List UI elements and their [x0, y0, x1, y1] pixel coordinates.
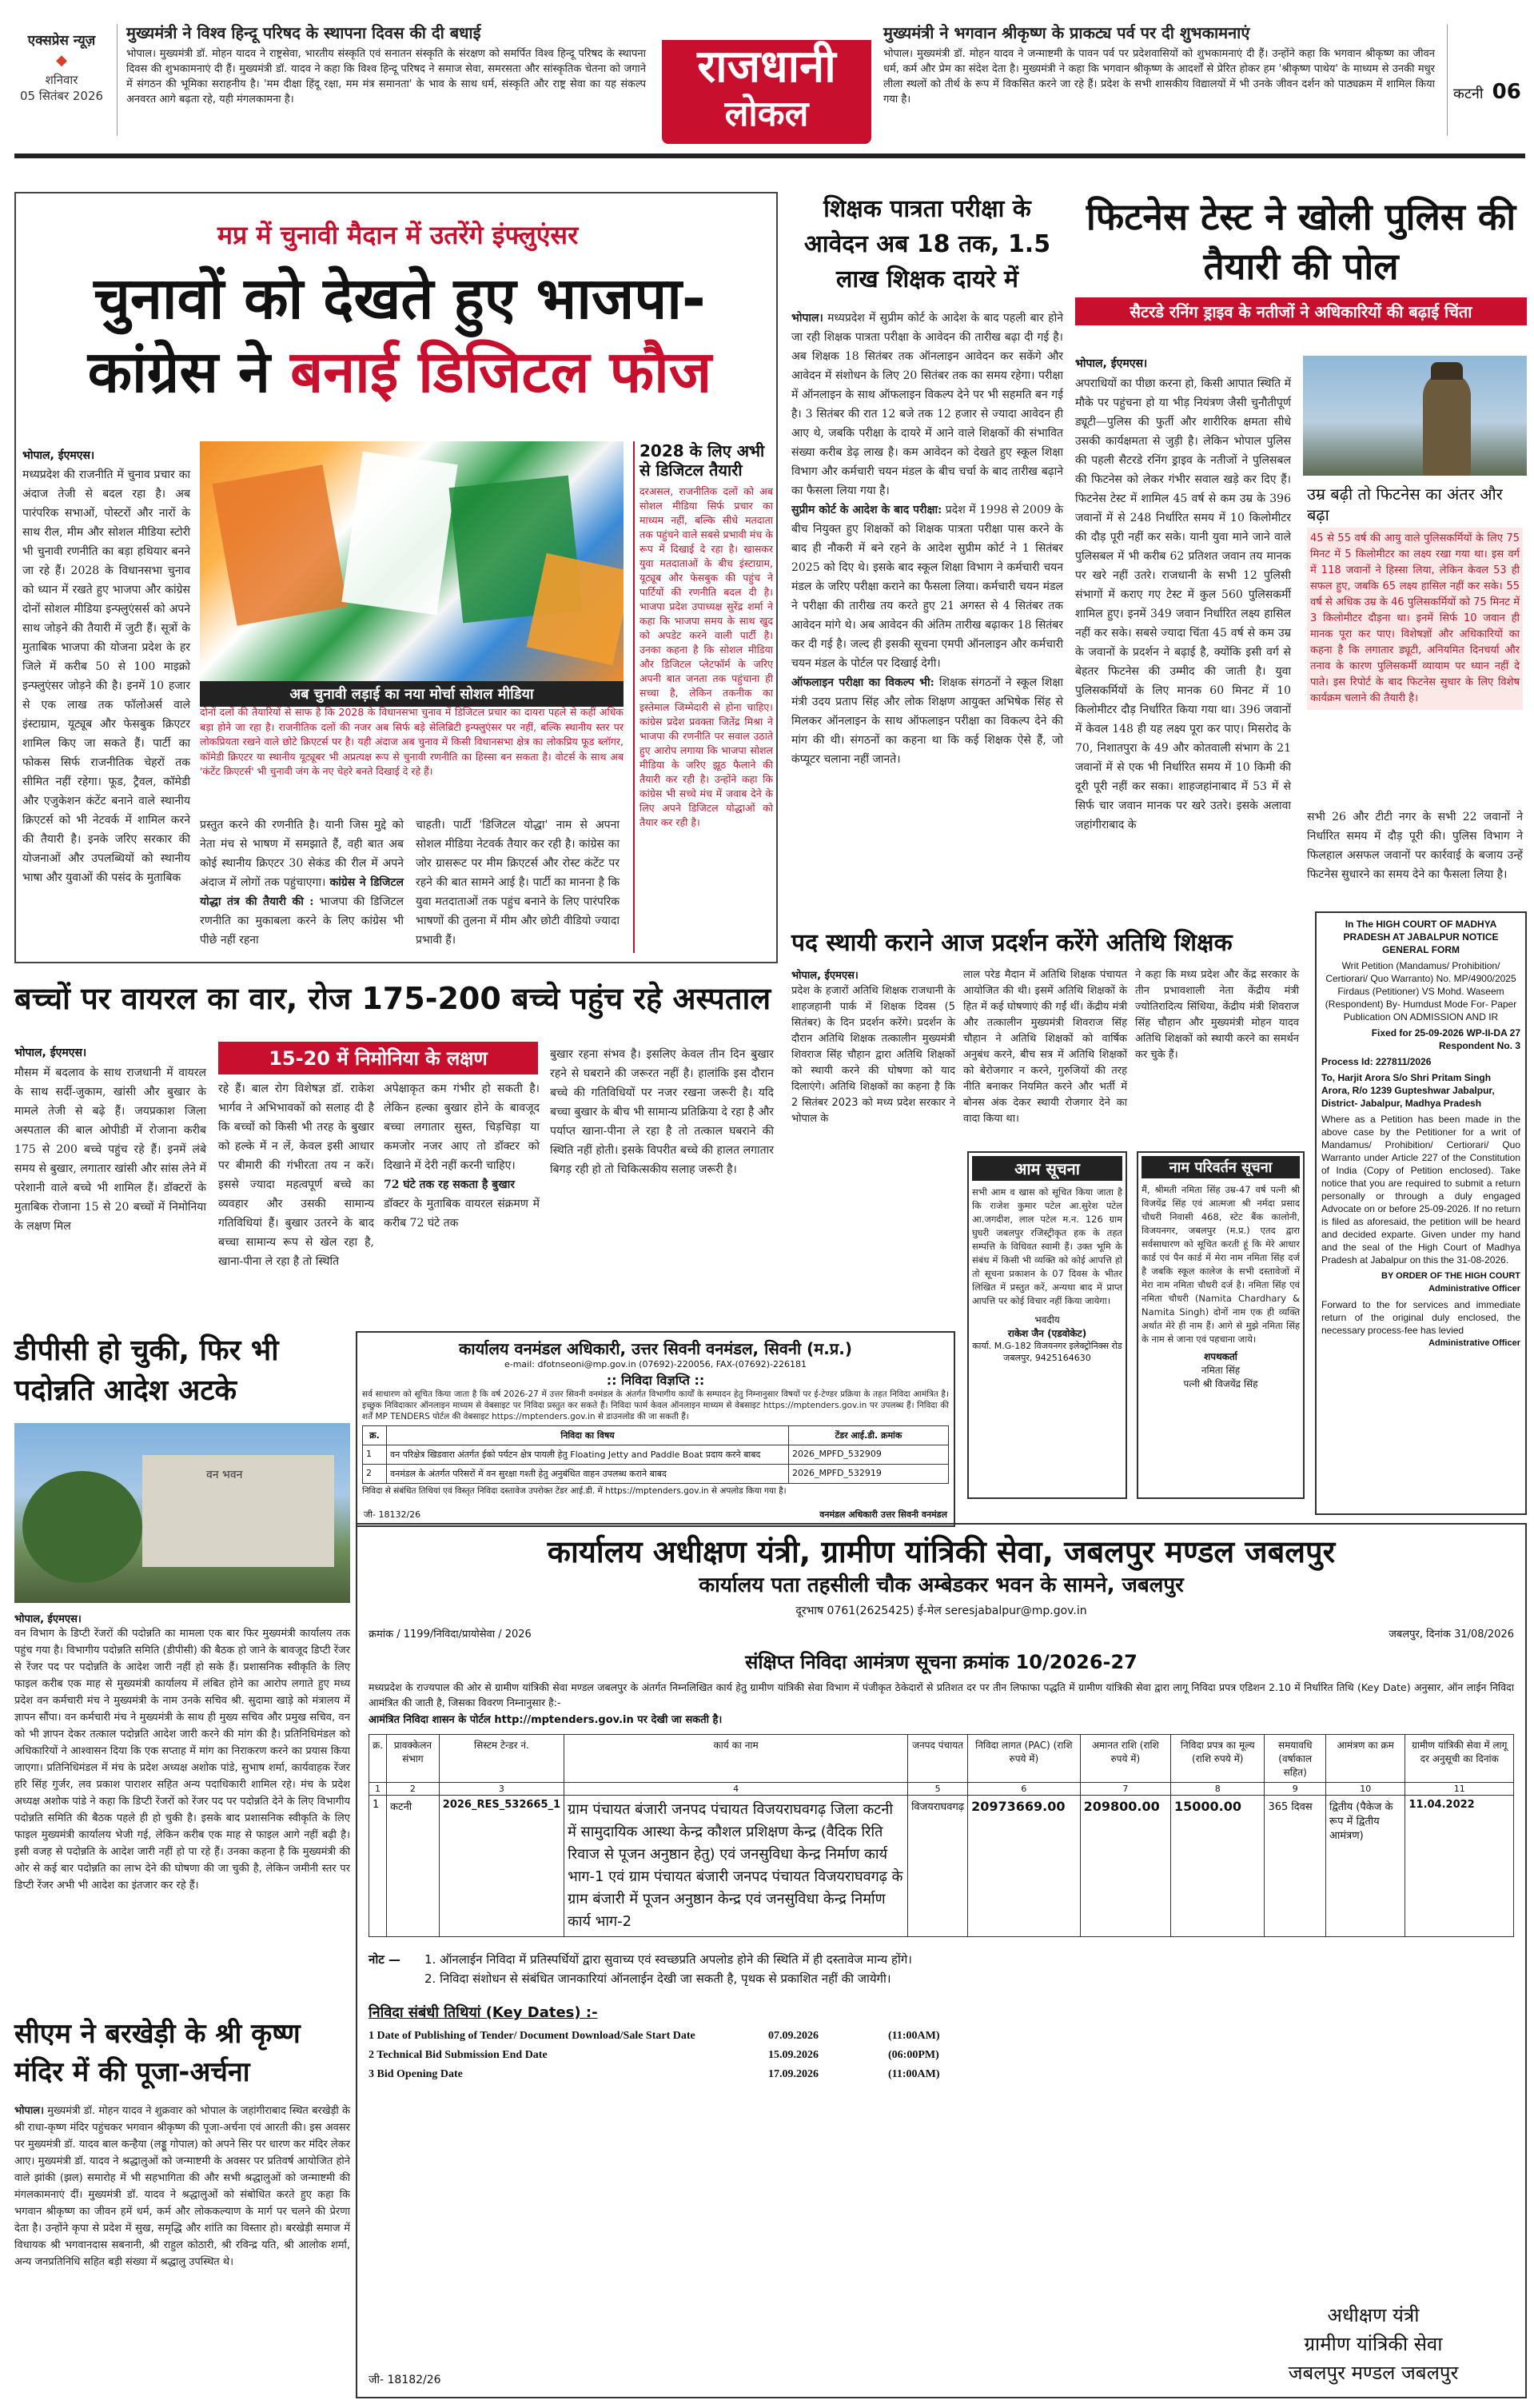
body-text: मुख्यमंत्री डॉ. मोहन यादव ने शुक्रवार को भोपाल के जहांगीराबाद स्थित बरखेड़ी के श्री राधा-कृष्ण मंदिर पहुंचकर भगवान श्रीकृष्ण की पूजा-अर्चना एवं आरती की। इस अवसर पर मुख्यमंत्री डॉ. यादव बाल कन्हैया (लड्डू गोपाल) को अपने सिर पर धारण कर मंदिर लेकर आए। मुख्यमंत्री डॉ. यादव ने श्रद्धालुओं को जन्माष्टमी के अवसर पर प्रतिवर्ष आयोजित होने वाले झांकी (झल) समारोह में भी सहभागिता की और सभी श्रद्धालुओं को जन्माष्टमी की मंगलकामनाएं दीं। मुख्यमंत्री डॉ. यादव ने श्रद्धालुओं को संबोधित करते हुए कहा कि भगवान श्रीकृष्ण का जीवन हमें धर्म, कर्म और लोककल्याण के मार्ग पर चलने की प्रेरणा देता है। उन्होंने कृपा से प्रदेश में सुख, समृद्धि और शांति का विस्तार हो। बरखेड़ी समाज में विधायक श्री भगवानदास सबनानी, श्री राहुल कोठारी, श्री रविन्द्र यति, श्री आलोक शर्मा, अन्य जनप्रतिनिधि सहित बड़ी संख्या में श्रद्धालु उपस्थित थे। — [14, 2105, 350, 2268]
court-footer: Forward to the for services and immediate return of the original duly enclosed, the necessary process-fee has levied — [1321, 1299, 1520, 1336]
header-cell: जनपद पंचायत — [908, 1735, 968, 1783]
name-change-notice — [1137, 1151, 1305, 1499]
cell-fee: 15000.00 — [1171, 1796, 1265, 1937]
key-date-row — [369, 2046, 1024, 2065]
header-cell: अमानत राशि (राशि रुपये में) — [1080, 1735, 1170, 1783]
note-item: 1. ऑनलाईन निविदा में प्रतिस्पर्धियों द्वारा सुवाच्य एवं स्वच्छप्रति अपलोड होने की स्थिति में ही दस्तावेज मान्य होंगे। — [424, 1952, 912, 1967]
cell-work-name: ग्राम पंचायत बंजारी जनपद पंचायत विजयराघवगढ़ जिला कटनी में सामुदायिक आस्था केन्द्र कौशल प्रशिक्षण केन्द्र (वैदिक रिति रिवाज से पूजन अनुष्ठान हेतु) एवं जनसुविधा केन्द्र निर्माण कार्य भाग-1 एवं ग्राम पंचायत बंजारी जनपद पंचायत विजयराघवगढ़ के ग्राम बंजारी में पूजन अनुष्ठान केन्द्र एवं जनसुविधा केन्द्र निर्माण कार्य भाग-2 — [564, 1796, 908, 1937]
notice-signer-address: कार्या. M.G-182 विजयनगर इलेक्ट्रोनिक्स रोड जबलपुर, 9425164630 — [972, 1341, 1122, 1363]
colnum-cell: 8 — [1171, 1783, 1265, 1796]
brand-name: एक्सप्रेस न्यूज़ — [27, 33, 96, 49]
header-cell: आमंत्रण का क्रम — [1325, 1735, 1405, 1783]
sidebar-headline: उम्र बढ़ी तो फिटनेस का अंतर और बढ़ा — [1307, 484, 1503, 524]
tender-subtitle: कार्यालय पता तहसीली चौक अम्बेडकर भवन के सामने, जबलपुर — [699, 1573, 1184, 1597]
title-line1: राजधानी — [697, 41, 836, 93]
story-dateline: भोपाल, ईएमएस। — [14, 1047, 87, 1059]
colnum-cell: 6 — [968, 1783, 1081, 1796]
sidebar-body: दरअसल, राजनीतिक दलों को अब सोशल मीडिया सिर्फ प्रचार का माध्यम नहीं, बल्कि सीधे मतदाता तक पहुंचने वाले सबसे प्रभावी मंच के रूप में दिखाई दे रहा है। खासकर युवा मतदाताओं के बीच इंस्टाग्राम, यूट्यूब और फेसबुक की पहुंच ने पार्टियों की रणनीति बदल दी है। भाजपा प्रदेश उपाध्यक्ष सुरेंद्र शर्मा ने कहा कि भाजपा समय के साथ खुद को अपडेट करने वाली पार्टी है। उनका कहना है कि सोशल मीडिया और डिजिटल प्लेटफॉर्म के जरिए अपनी बात जनता तक पहुंचाना ही सच्चा है, लेकिन तकनीक का इस्तेमाल जिम्मेदारी से होना चाहिए। कांग्रेस प्रदेश प्रवक्ता जितेंद्र मिश्रा ने भाजपा की रणनीति पर सवाल उठाते हुए आरोप लगाया कि भाजपा सोशल मीडिया के जरिए झूठ फैलाने की तैयारी कर रही है। उन्होंने कहा कि कांग्रेस भी सच्चे मंच में जवाब देने के लिए अपने डिजिटल योद्धाओं को तैयार कर रही है। — [639, 485, 773, 828]
col2-text: प्रस्तुत करने की रणनीति है। यानी जिस मुद्दे को नेता मंच से भाषण में समझाते हैं, वही बात अब कोई स्थानीय क्रिएटर 30 सेकंड की रील में अपने अंदाज में लोगों तक पहुंचाएगा। — [200, 819, 404, 889]
cell-emd: 209800.00 — [1080, 1796, 1170, 1937]
issue-date: 05 सितंबर 2026 — [19, 89, 104, 103]
notice-title: संक्षिप्त निविदा आमंत्रण सूचना क्रमांक 10/2026-27 — [745, 1651, 1138, 1673]
table-colnum-row — [369, 1783, 1514, 1796]
court-officer: Administrative Officer — [1428, 1284, 1520, 1294]
story-body-col2: सभी 26 और टीटी नगर के सभी 22 जवानों ने निर्धारित समय में दौड़ पूरी की। पुलिस विभाग ने फिलहाल असफल जवानों पर कार्रवाई के बजाय उन्हें फिटनेस सुधारने का समय देने का फैसला लिया है। — [1307, 811, 1523, 881]
key-dates-title: निविदा संबंधी तिथियां (Key Dates) :- — [369, 2004, 598, 2021]
story-body-col3: चाहती। पार्टी 'डिजिटल योद्धा' नाम से अपना सोशल मीडिया नेटवर्क तैयार कर रही है। कांग्रेस का जोर ग्रासरूट पर मीम क्रिएटर्स और रोस्ट कंटेंट पर रहने की बात सामने आई है। पार्टी का मानना है कि युवा मतदाताओं तक पहुंच बनाने के लिए पारंपरिक भाषणों की तुलना में मीम और छोटी वीडियो ज्यादा प्रभावी हैं। — [416, 819, 620, 947]
body-text: राजधानी के सभी 12 पुलिसी संभागों में कराए गए टेस्ट में कुल 560 पुलिसकर्मी शामिल हुए। इनमें 349 जवान निर्धारित लक्ष्य हासिल नहीं कर सके। सबसे ज्यादा चिंता 45 वर्ष से कम उम्र के जवानों के प्रदर्शन ने बढ़ाई है, क्योंकि इसी वर्ग से बेहतर फिटनेस की उम्मीद की जाती है। युवा पुलिसकर्मियों के लिए मानक 60 मिनट में 10 किलोमीटर दौड़ निर्धारित किया गया था। 396 जवानों में केवल 148 ही यह लक्ष्य पूरा कर पाए। मिसरोद के 70, निशातपुरा के 49 और कोतवाली संभाग के 21 जवानों में से एक भी निर्धारित समय में 10 किमी की दूरी पूरी नहीं कर सका। शाहजहांनाबाद में 53 में से सिर्फ चार जवान मानक पर खरे उतरे। इसके अलावा जहांगीराबाद के — [1075, 569, 1291, 831]
note-item: 2. निविदा संशोधन से संबंधित जानकारियां ऑनलाईन देखी जा सकती है, पृथक से प्रकाशित नहीं की जायेगी। — [424, 1971, 891, 1986]
headline-part-a: चुनावों को देखते हुए भाजपा- — [94, 265, 706, 332]
brief-headline: मुख्यमंत्री ने विश्व हिन्दू परिषद के स्थापना दिवस की दी बधाई — [126, 23, 481, 42]
date-time: (06:00PM) — [888, 2049, 939, 2061]
story-kicker: सैटरडे रनिंग ड्राइव के नतीजों ने अधिकारियों की बढ़ाई चिंता — [1075, 297, 1527, 325]
notice-title: नाम परिवर्तन सूचना — [1142, 1156, 1300, 1178]
story-body-col1: मध्यप्रदेश की राजनीति में चुनाव प्रचार का अंदाज तेजी से बदल रहा है। अब पारंपरिक सभाओं, पोस्टरों और नारों के साथ रील, मीम और सोशल मीडिया स्टोरी भी चुनावी रणनीति का बड़ा हथियार बनने जा रहे हैं। 2028 के विधानसभा चुनाव को ध्यान में रखते हुए भाजपा और कांग्रेस दोनों सोशल मीडिया इन्फ्लुएंसर्स को अपने साथ जोड़ने की तैयारी में जुटी हैं। सूत्रों के मुताबिक भाजपा की योजना प्रदेश के हर जिले में करीब 50 से 100 माइक्रो इन्फ्लुएंसर जोड़ने की है। इनमें 10 हजार से एक लाख तक फॉलोअर्स वाले इंस्टाग्राम, यूट्यूब और फेसबुक क्रिएटर शामिल किए जा सकते हैं। पार्टी का फोकस सिर्फ राजनीतिक चेहरों तक सीमित नहीं रहेगा। फूड, ट्रैवल, कॉमेडी और एजुकेशन कंटेंट बनाने वाले स्थानीय क्रिएटर्स को भी नेटवर्क में शामिल करने की तैयारी है। इनके जरिए सरकार की योजनाओं और उपलब्धियों को स्थानीय भाषा और युवाओं की पसंद के मुताबिक — [22, 468, 190, 884]
story-body-col2 — [200, 815, 404, 950]
photo-caption: अब चुनावी लड़ाई का नया मोर्चा सोशल मीडिया — [200, 681, 624, 707]
colnum-cell: 10 — [1325, 1783, 1405, 1796]
headline-part-b: कांग्रेस ने — [87, 338, 291, 405]
notice-signer-name: राकेश जैन (एडवोकेट) — [1007, 1328, 1087, 1339]
headline-part-c: बनाई डिजिटल फौज — [290, 338, 712, 405]
building-sign: वन भवन — [206, 1469, 243, 1481]
tender-sign: वनमंडल अधिकारी उत्तर सिवनी वनमंडल — [819, 1509, 947, 1520]
story-dateline: भोपाल, ईएमएस। — [1075, 357, 1148, 370]
header-cell: प्रावक्केलन संभाग — [387, 1735, 440, 1783]
city-name: कटनी — [1453, 86, 1484, 102]
tender-contact: दूरभाष 0761(2625425) ई-मेल seresjabalpur@mp.gov.in — [795, 1605, 1087, 1617]
key-dates-list — [369, 2027, 1024, 2084]
court-footer-sign: Administrative Officer — [1428, 1338, 1520, 1348]
note-label: नोट — — [369, 1952, 400, 1967]
story-digital-army — [14, 192, 778, 963]
row-no: 1 — [363, 1445, 387, 1465]
table-header-row — [369, 1735, 1514, 1783]
story-body-col4: बुखार रहना संभव है। इसलिए केवल तीन दिन बुखार रहने से घबराने की जरूरत नहीं है। हालांकि इस दौरान बच्चे की गतिविधियों पर नजर रखना जरूरी है। यदि बच्चा बुखार के बीच भी सामान्य प्रतिक्रिया दे रहा है और पर्याप्त खाना-पीना ले रहा है तो तत्काल घबराने की स्थिति नहीं होती। इसके विपरीत बच्चे की हालत लगातार बिगड़ रही हो तो चिकित्सकीय सलाह जरूरी है। — [550, 1048, 774, 1176]
page-meta — [1453, 80, 1529, 104]
story-headline: डीपीसी हो चुकी, फिर भी पदोन्नति आदेश अटके — [14, 1334, 279, 1407]
header-cell: क्र. — [363, 1426, 387, 1445]
tender-table — [369, 1734, 1514, 1937]
brand-box — [14, 30, 109, 126]
tender-table — [362, 1425, 949, 1484]
story-headline: पद स्थायी कराने आज प्रदर्शन करेंगे अतिथि शिक्षक — [791, 929, 1233, 957]
brief-body: भोपाल। मुख्यमंत्री डॉ. मोहन यादव ने राष्ट्रसेवा, भारतीय संस्कृति एवं सनातन संस्कृति के संरक्षण को समर्पित विश्व हिन्दू परिषद के स्थापना दिवस की शुभकामनाएं दी हैं। मुख्यमंत्री डॉ. यादव ने कहा कि विश्व हिन्दू परिषद ने समाज सेवा, समरसता और सांस्कृतिक चेतना को जगाने में संगठन की भूमिका सराहनीय है। 'मम दीक्षा हिंदू रक्षा, मम मंत्र समानता' के भाव के साथ धर्म, संस्कृति और राष्ट्र सेवा का यह संकल्प अनवरत आगे बढ़ता रहे, यही मंगलकामना है। — [126, 48, 646, 106]
cell-division: कटनी — [387, 1796, 440, 1937]
body-text: अपराधियों का पीछा करना हो, किसी आपात स्थिति में मौके पर पहुंचना हो या भीड़ नियंत्रण जैसी चुनौतीपूर्ण ड्यूटी—पुलिस की फुर्ती और शारीरिक क्षमता सीधे उसकी कार्यक्षमता से जुड़ी है। लेकिन भोपाल पुलिस की पहली सैटरडे रनिंग ड्राइव के नतीजों ने पुलिसबल की फिटनेस को लेकर गंभीर सवाल खड़े कर दिए हैं। फिटनेस टेस्ट में शामिल 45 वर्ष से कम उम्र के 396 जवानों में से 248 निर्धारित समय में 10 किलोमीटर की दौड़ पूरी नहीं कर सके। यानी युवा माने जाने वाले पुलिसबल में भी करीब 62 प्रतिशत जवान तय मानक पर खरे नहीं उतरे। — [1075, 377, 1291, 582]
tender-title: :: निविदा विज्ञप्ति :: — [606, 1373, 705, 1388]
story-body — [14, 2103, 350, 2270]
story-dateline: भोपाल। — [791, 312, 823, 325]
story-dateline: भोपाल, ईएमएस। — [791, 970, 859, 982]
notice-intro: मध्यप्रदेश के राज्यपाल की ओर से ग्रामीण यांत्रिकी सेवा मण्डल जबलपुर के अंतर्गत निम्नलिखित कार्य हेतु ग्रामीण यांत्रिकी सेवा विभाग में पंजीकृत ठेकेदारों से प्रतिशत दर पर तीन लिफाफा पद्धति में ग्रामीण यांत्रिकी सेवा द्वारा लागू निविदा प्रपत्र एडिशन 2.10 में निर्धारित तिथि (Key Date) अनुसार, ऑन लाईन निविदा आमंत्रित की जाती है, जिसका विवरण निम्नानुसार है:- — [369, 1681, 1514, 1708]
story-body: वन विभाग के डिप्टी रेंजरों की पदोन्नति का मामला एक बार फिर मुख्यमंत्री कार्यालय तक पहुंच गया है। विभागीय पदोन्नति समिति (डीपीसी) की बैठक हो जाने के बावजूद डिप्टी रेंजर से रेंजर पद पर पदोन्नति के आदेश जारी नहीं हो सके हैं। प्रशासनिक स्वीकृति के लिए फाइल करीब एक माह से मुख्यमंत्री कार्यालय में लंबित होने का आरोप लगाते हुए मध्य प्रदेश वन कर्मचारी मंच ने मुख्यमंत्री के नाम उनके सचिव श्री. सुदामा खाड़े को मंत्रालय में ज्ञापन सौंपा। वन कर्मचारी मंच ने मुख्यमंत्री के साथ ही मुख्य सचिव और प्रमुख सचिव, वन को भी ज्ञापन देकर तत्काल पदोन्नति आदेश जारी करने की मांग की है। प्रतिनिधिमंडल को अधिकारियों ने आश्वासन दिया कि एक सप्ताह में मांग का निराकरण करने का प्रयास किया जाएगा। प्रतिनिधिमंडल में मंच के प्रदेश अध्यक्ष अशोक पांडे, सुभाष शर्मा, कार्यवाहक रेंजर हरि सिंह गुर्जर, लव प्रकाश पाराशर सहित अन्य पदाधिकारी शामिल रहे। मंच के प्रदेश अध्यक्ष अशोक पांडे ने कहा कि डिप्टी रेंजरों को रेंजर पद पर पदोन्नति देने के लिए विभागीय पदोन्नति समिति की बैठक पहले ही हो चुकी है। इसके बाद प्रशासनिक स्वीकृति के लिए फाइल मुख्यमंत्री कार्यालय भेजी गई, लेकिन करीब एक माह से फाइल आगे नहीं बढ़ी है। इसी वजह से पदोन्नति के आदेश जारी नहीं हो पा रहे हैं। उनका कहना है कि मुख्यमंत्री की ओर से कई बार पदोन्नति का लाभ देने की घोषणा की जा चुकी है, लेकिन जमीनी स्तर पर डिप्टी रेंजर अभी भी आदेश का इंतजार कर रहे हैं। — [14, 1628, 350, 1892]
date-label: 3 Bid Opening Date — [369, 2068, 463, 2080]
court-header: In The HIGH COURT OF MADHYA PRADESH AT JABALPUR NOTICE GENERAL FORM — [1343, 919, 1499, 955]
story-guest-teachers — [791, 927, 1303, 1143]
court-body: Where as a Petition has been made in the above case by the Petitioner for a writ of Mandamus/ Prohibition/ Certiorari/ Quo Warranto under Article 227 of the Constitution of India (Copy of Petition enclosed). Take notice that you are required to submit a return personally or through a duly engaged Advocate on or before 25-09-2026. If no return is filed as aforesaid, the petition will be heard and decided exparte. Given under my hand and the seal of the High Court of Madhya Pradesh at Jabalpur on this the 31-08-2026. — [1321, 1114, 1520, 1266]
court-process: Process Id: 227811/2026 — [1321, 1056, 1432, 1067]
row-id: 2026_MPFD_532919 — [789, 1465, 949, 1484]
divider — [117, 24, 118, 136]
date-label: 2 Technical Bid Submission End Date — [369, 2049, 548, 2061]
forest-office-photo — [14, 1423, 350, 1603]
notice-title: आम सूचना — [972, 1156, 1122, 1181]
story-body-col1 — [1075, 374, 1291, 835]
story-headline: सीएम ने बरखेड़ी के श्री कृष्ण मंदिर में की पूजा-अर्चना — [14, 2018, 301, 2088]
cell-pac: 20973669.00 — [968, 1796, 1081, 1937]
note-list — [424, 1950, 912, 1988]
sidebar-body: 45 से 55 वर्ष की आयु वाले पुलिसकर्मियों के लिए 75 मिनट में 5 किलोमीटर का लक्ष्य रखा गया था। इस वर्ग में 118 जवानों ने हिस्सा लिया, लेकिन केवल 53 ही सफल हुए, जबकि 65 लक्ष्य हासिल नहीं कर सके। 55 वर्ष से अधिक उम्र के 46 पुलिसकर्मियों को 75 मिनट में 3 किलोमीटर दौड़ना था। इनमें सिर्फ 10 जवान ही मानक पूरा कर पाए। विशेषज्ञों और अधिकारियों का कहना है कि लगातार ड्यूटी, अनियमित दिनचर्या और तनाव के कारण पुलिसकर्मी व्यायाम पर ध्यान नहीं दे पाते। इस रिपोर्ट के बाद फिटनेस सुधार के लिए विशेष कार्यक्रम चलाने की तैयारी है। — [1310, 532, 1520, 704]
table-row — [369, 1796, 1514, 1937]
cell-no: 1 — [369, 1796, 387, 1937]
rural-tender-ad — [356, 1523, 1527, 2398]
tender-signatory — [1245, 2301, 1501, 2387]
subhead: सुप्रीम कोर्ट के आदेश के बाद परीक्षा: — [791, 504, 942, 516]
colnum-cell: 1 — [369, 1783, 387, 1796]
masthead-left-brief — [126, 22, 646, 107]
public-notice — [967, 1151, 1127, 1499]
header-cell: सिस्टम टेन्डर नं. — [439, 1735, 564, 1783]
tender-email: e-mail: dfotnseoni@mp.gov.in (07692)-220056, FAX-(07692)-226181 — [504, 1359, 807, 1369]
header-cell: ग्रामीण यांत्रिकी सेवा में लागू दर अनुसूची का दिनांक — [1405, 1735, 1514, 1783]
story-headline — [40, 261, 759, 409]
sign-line: ग्रामीण यांत्रिकी सेवा — [1304, 2333, 1443, 2355]
story-headline: शिक्षक पात्रता परीक्षा के आवेदन अब 18 तक, 1.5 लाख शिक्षक दायरे में — [803, 195, 1051, 293]
notice-portal: आमंत्रित निविदा शासन के पोर्टल http://mptenders.gov.in पर देखी जा सकती है। — [369, 1714, 723, 1726]
brand-ornament-icon: ◆ — [56, 52, 67, 69]
cell-call: द्वितीय (पैकेज के रूप में द्वितीय आमंत्रण) — [1325, 1796, 1405, 1937]
story-police-fitness — [1075, 192, 1527, 895]
high-court-notice — [1315, 911, 1527, 1515]
notice-body: सभी आम व खास को सूचित किया जाता है कि राजेश कुमार पटेल आ.सुरेश पटेल आ.जगदीश, लाल पटेल म.न. 126 ग्राम घुघरी जबलपुर रजिस्ट्रीकृत हक के तहत सम्पत्ति के विधिवत स्वामी हैं। उक्त भूमि के संबंध में किसी भी व्यक्ति को कोई आपत्ति हो तो सूचना प्रकाशन के 07 दिवस के भीतर लिखित में प्रस्तुत करें, अन्यथा बाद में प्राप्त आपत्ति पर कोई विचार नहीं किया जायेगा। — [972, 1186, 1122, 1306]
header-cell: समयावधि (वर्षाकाल सहित) — [1265, 1735, 1326, 1783]
cell-rate-date: 11.04.2022 — [1405, 1796, 1514, 1937]
key-date-row — [369, 2065, 1024, 2084]
header-cell: निविदा लागत (PAC) (राशि रुपये में) — [968, 1735, 1081, 1783]
row-no: 2 — [363, 1465, 387, 1484]
key-date-row — [369, 2027, 1024, 2046]
date-label: 1 Date of Publishing of Tender/ Document Download/Sale Start Date — [369, 2030, 695, 2042]
header-cell: क्र. — [369, 1735, 387, 1783]
colnum-cell: 7 — [1080, 1783, 1170, 1796]
court-writ: Writ Petition (Mandamus/ Prohibition/ Certiorari/ Quo Warranto) No. MP/4900/2025 Firdaus (Petitioner) VS Mohd. Waseem (Respondent) By- Humdust Mode For- Paper Publication ON ADMISSION AND IR — [1325, 960, 1517, 1023]
colnum-cell: 5 — [908, 1783, 968, 1796]
table-header-row — [363, 1426, 949, 1445]
colnum-cell: 2 — [387, 1783, 440, 1796]
story-body-col3: ने कहा कि मध्य प्रदेश और केंद्र सरकार के तीन प्रभावशाली नेता केंद्रीय मंत्री ज्योतिरादित्य सिंधिया, केंद्रीय मंत्री शिवराज सिंह चौहान और मुख्यमंत्री मोहन यादव अतिथि शिक्षकों को स्थायी करने का समर्थन कर चुके हैं। — [1135, 969, 1299, 1061]
story-body-col1: प्रदेश के हजारों अतिथि शिक्षक राजधानी के शाहजहानी पार्क में शिक्षक दिवस (5 सितंबर) के दिन प्रदर्शन करेंगे। प्रदर्शन के दौरान अतिथि शिक्षक तत्कालीन मुख्यमंत्री शिवराज सिंह चौहान द्वारा अतिथि शिक्षकों को स्थायी करने की घोषणा को याद दिलाएंगे। अतिथि शिक्षकों का कहना है कि 2 सितंबर 2023 को मध्य प्रदेश सरकार ने भोपाल के — [791, 985, 955, 1125]
date-value: 15.09.2026 — [768, 2049, 819, 2061]
date-time: (11:00AM) — [888, 2030, 940, 2042]
police-officer-photo — [1303, 356, 1527, 476]
masthead — [0, 0, 1534, 164]
story-body-col3 — [384, 1079, 540, 1233]
notice-body: मैं, श्रीमती नमिता सिंह उम्र-47 वर्ष पत्नी श्री विजयेंद्र सिंह एवं आत्मजा श्री नर्मदा प्रसाद चौधरी निवासी 468, स्टेट बैंक कालोनी, विजयनगर, जबलपुर (म.प्र.) एतद द्वारा सर्वसाधारण को सूचित करती हूं कि मेरे आधार कार्ड एवं पैन कार्ड में मेरा नाम नमिता सिंह दर्ज है जबकि स्कूल कालेज के सभी दस्तावेजों में मेरा नाम नमिता चौधरी दर्ज है। नमिता सिंह एवं नमिता चौधरी (Namita Chardhary & Namita Singh) दोनों नाम एक ही व्यक्ति अर्थात मेरे ही नाम हैं। आगे से मुझे नमिता सिंह के नाम से जाना एवं पहचाना जाये। — [1142, 1184, 1300, 1345]
story-body-col2: लाल परेड मैदान में अतिथि शिक्षक पंचायत आयोजित की थी। इसमें अतिथि शिक्षकों के हित में कई घोषणाएं की गईं थीं। केंद्रीय मंत्री और तत्कालीन मुख्यमंत्री शिवराज सिंह चौहान ने अतिथि शिक्षकों को वार्षिक अनुबंध करने, बीच सत्र में अतिथि शिक्षकों को बेरोजगार न करने, गुरुजियों की तरह नीति बनाकर नियमित करने और भर्ती में बोनस अंक देकर स्थायी रोजगार देने का वादा किया था। — [963, 969, 1127, 1125]
header-cell: निविदा का विषय — [387, 1426, 789, 1445]
divider — [1447, 24, 1448, 136]
notice-signer-label: भवदीय — [1034, 1314, 1060, 1326]
colnum-cell: 11 — [1405, 1783, 1514, 1796]
colnum-cell: 9 — [1265, 1783, 1326, 1796]
tender-title: कार्यालय अधीक्षण यंत्री, ग्रामीण यांत्रिकी सेवा, जबलपुर मण्डल जबलपुर — [547, 1534, 1336, 1569]
sidebar-box — [633, 441, 773, 953]
masthead-title-block — [662, 40, 871, 144]
court-fixed: Fixed for 25-09-2026 WP-II-DA 27 Respondent No. 3 — [1371, 1027, 1520, 1051]
cell-panchayat: विजयराघवगढ़ — [908, 1796, 968, 1937]
story-viral-children — [14, 979, 778, 1323]
date-value: 07.09.2026 — [768, 2030, 819, 2042]
story-dpc-promotion — [14, 1331, 350, 2003]
story-headline: फिटनेस टेस्ट ने खोली पुलिस की तैयारी की पोल — [1086, 195, 1516, 288]
col2-text-b: भाजपा की डिजिटल रणनीति का मुकाबला करने के लिए कांग्रेस भी पीछे नहीं रहना — [200, 895, 404, 947]
body-text: अपेक्षाकृत कम गंभीर हो सकती है। लेकिन हल्का बुखार होने के बावजूद बच्चा लगातार सुस्त, चिड़चिड़ा या कमजोर नजर आए तो डॉक्टर को दिखाने में देरी नहीं करनी चाहिए। — [384, 1082, 540, 1172]
story-kicker: मप्र में चुनावी मैदान में उतरेंगे इंफ्लुएंसर — [217, 220, 579, 250]
subhead: 72 घंटे तक रह सकता है बुखार — [384, 1178, 516, 1191]
story-cm-temple — [14, 2015, 350, 2394]
row-subject: वनमंडल के अंतर्गत परिसरों में वन सुरक्षा गश्ती हेतु अनुबंधित वाहन उपलब्ध कराने बाबद — [387, 1465, 789, 1484]
sign-line: अधीक्षण यंत्री — [1327, 2304, 1420, 2326]
officer-silhouette — [1423, 372, 1471, 476]
date-value: 17.09.2026 — [768, 2068, 819, 2080]
sign-name: नमिता सिंह — [1201, 1365, 1241, 1376]
table-row — [363, 1465, 949, 1484]
table-row — [363, 1445, 949, 1465]
header-cell: कार्य का नाम — [564, 1735, 908, 1783]
brief-body: भोपाल। मुख्यमंत्री डॉ. मोहन यादव ने जन्माष्टमी के पावन पर्व पर प्रदेशवासियों को शुभकामनाएं दी हैं। उन्होंने कहा कि भगवान श्रीकृष्ण का जीवन धर्म, कर्म और प्रेम का संदेश देता है। मुख्यमंत्री ने कहा कि भगवान श्रीकृष्ण के आदर्शों से प्रेरित होकर हम 'श्रीकृष्ण पाथेय' के माध्यम से उनकी मधुर लीला स्थलों को तीर्थ के रूप में विकसित करने जा रहे हैं। प्रदेश के सभी शासकीय विद्यालयों में भी उनके जीवन दर्शन को पाठ्यक्रम में शामिल किया गया है। — [883, 48, 1435, 106]
header-cell: टेंडर आई.डी. क्रमांक — [789, 1426, 949, 1445]
caption-body: दोनों दलों की तैयारियों से साफ है कि 2028 के विधानसभा चुनाव में डिजिटल प्रचार का दायरा पहले से कहीं अधिक बड़ा होने जा रहा है। राजनीतिक दलों की नजर अब सिर्फ बड़े सेलिब्रिटी इन्फ्लुएंसर पर नहीं, बल्कि स्थानीय स्तर पर लोकप्रियता रखने वाले छोटे क्रिएटर्स पर है। यही अंदाज अब चुनाव में किसी विधानसभा क्षेत्र का लोकप्रिय फूड ब्लॉगर, कॉमेडी क्रिएटर या स्थानीय यूट्यूबर भी अप्रत्यक्ष रूप से चुनावी रणनीति का हिस्सा बन सकता है। वोटर्स के साथ अब 'कंटेंट क्रिएटर्स' भी चुनावी जंग के नए चेहरे बनते दिखाई दे रहे हैं। — [200, 706, 624, 777]
colnum-cell: 4 — [564, 1783, 908, 1796]
story-body-col2: रहे हैं। बाल रोग विशेषज्ञ डॉ. राकेश भार्गव ने अभिभावकों को सलाह दी है कि बच्चों को किसी भी तरह के बुखार को हल्के में न लें, केवल इसी आधार पर बीमारी की गंभीरता तय न करें। इससे ज्यादा महत्वपूर्ण बच्चे का व्यवहार और उसकी सामान्य गतिविधियां हैं। बुखार उतरने के बाद बच्चा सामान्य रूप से खेल रहा है, खाना-पीना ले रहा है तो स्थिति — [218, 1082, 374, 1268]
masthead-right-brief — [883, 22, 1435, 107]
col2-subhead: कांग्रेस ने डिजिटल योद्धा तंत्र की तैयारी की : — [200, 876, 404, 908]
tender-body: सर्व साधारण को सूचित किया जाता है कि वर्ष 2026-27 में उत्तर सिवनी वनमंडल के अंतर्गत विभागीय कार्यों के सम्पादन हेतु निम्नानुसार विषयों पर ई-टेण्डर प्रक्रिया के तहत निविदा आमंत्रित है। इच्छुक निविदाकार ऑनलाइन माध्यम से वेबसाइट पर निविदा प्रस्तुत कर सकते हैं। निविदा फार्म केवल ऑनलाइन माध्यम से वेबसाइट https://mptenders.gov.in पर उपलब्ध हैं। निविदा की शर्तें MP TENDERS पोर्टल की वेबसाइट https://mptenders.gov.in से डाउनलोड की जा सकती हैं। — [362, 1389, 949, 1421]
body-text: प्रदेश में 1998 से 2009 के बीच नियुक्त हुए शिक्षकों को शिक्षक पात्रता परीक्षा पास करने के बाद ही नौकरी में बने रहने के आदेश सुप्रीम कोर्ट ने 1 सितंबर 2025 को दिए थे। इसके बाद स्कूल शिक्षा विभाग ने कर्मचारी चयन मंडल के जरिए परीक्षा कराने का फैसला लिया। कर्मचारी चयन मंडल ने परीक्षा की तारीख तय करते हुए 21 अगस्त से 4 सितंबर तक आवेदन मांगे थे। अब आवेदन की अंतिम तारीख बढ़ाकर 18 सितंबर कर दी गई है। जल्द ही इसकी सूचना एमपी ऑनलाइन और कर्मचारी चयन मंडल के पोर्टल पर दिखाई देगी। — [791, 504, 1064, 670]
body-text: डॉक्टर के मुताबिक वायरल संक्रमण में करीब 72 घंटे तक — [384, 1198, 540, 1230]
sign-line: जबलपुर मण्डल जबलपुर — [1288, 2362, 1459, 2384]
date-time: (11:00AM) — [888, 2068, 940, 2080]
cell-period: 365 दिवस — [1265, 1796, 1326, 1937]
story-body — [791, 309, 1063, 769]
court-to: To, Harjit Arora S/o Shri Pritam Singh Arora, R/o 1239 Gupteshwar Jabalpur, District- Jabalpur, Madhya Pradesh — [1321, 1072, 1495, 1109]
flag-shape — [212, 464, 347, 626]
tender-ref: जी- 18182/26 — [369, 2374, 441, 2386]
colnum-cell: 3 — [439, 1783, 564, 1796]
subhead: ऑफलाइन परीक्षा का विकल्प भी: — [791, 676, 934, 689]
court-order-by: BY ORDER OF THE HIGH COURT — [1381, 1271, 1520, 1281]
party-flags-photo — [200, 441, 624, 681]
story-kicker: 15-20 में निमोनिया के लक्षण — [218, 1042, 538, 1074]
brief-headline: मुख्यमंत्री ने भगवान श्रीकृष्ण के प्राकट्य पर्व पर दी शुभकामनाएं — [883, 23, 1250, 42]
tender-ref-date: जबलपुर, दिनांक 31/08/2026 — [1389, 1629, 1514, 1641]
tender-note: निविदा से संबंधित तिथियां एवं विस्तृत निविदा दस्तावेज उपरोक्त टेंडर आई.डी. में https://mptenders.gov.in से अपलोड किया गया है। — [362, 1486, 787, 1496]
story-dateline: भोपाल, ईएमएस। — [22, 449, 95, 462]
tender-ref-no: क्रमांक / 1199/निविदा/प्रायोसेवा / 2026 — [369, 1629, 532, 1641]
story-dateline: भोपाल। — [14, 2105, 44, 2117]
masthead-rule — [14, 153, 1525, 158]
sidebar-headline: 2028 के लिए अभी से डिजिटल तैयारी — [639, 441, 765, 480]
header-cell: निविदा प्रपत्र का मूल्य (राशि रुपये में) — [1171, 1735, 1265, 1783]
officer-cap — [1431, 362, 1463, 380]
row-id: 2026_MPFD_532909 — [789, 1445, 949, 1465]
body-text: शिक्षक संगठनों ने स्कूल शिक्षा मंत्री उदय प्रताप सिंह और लोक शिक्षण आयुक्त अभिषेक सिंह से मिलकर ऑनलाइन के साथ ऑफलाइन परीक्षा का विकल्प देने की मांग की थी। संगठनों का कहना था कि कई शिक्षक ऐसे हैं, जो कंप्यूटर चलाना नहीं जानते। — [791, 676, 1063, 766]
story-dateline: भोपाल, ईएमएस। — [14, 1613, 82, 1625]
body-text: मध्यप्रदेश में सुप्रीम कोर्ट के आदेश के बाद पहली बार होने जा रही शिक्षक पात्रता परीक्षा के आवेदन की तारीख बढ़ा दी गई है। अब शिक्षक 18 सितंबर तक ऑनलाइन आवेदन कर सकेंगे और आवेदन में संशोधन के लिए 20 सितंबर तक का समय रहेगा। परीक्षा में ऑनलाइन के साथ ऑफलाइन विकल्प देने पर भी सहमति बन गई है। 3 सितंबर की रात 12 बजे तक 12 हजार से ज्यादा आवेदन ही आए थे, जबकि परीक्षा के दायरे में आने वाले शिक्षकों की संभावित संख्या करीब डेढ़ लाख है। कम आवेदन को देखते हुए स्कूल शिक्षा विभाग और कर्मचारी चयन मंडल के बीच चर्चा के बाद तारीख बढ़ाने का फैसला लिया गया है। — [791, 312, 1063, 497]
tree-shape — [22, 1471, 142, 1583]
flag-shape — [341, 452, 457, 616]
row-subject: वन परिक्षेत्र खिडवारा अंतर्गत ईको पर्यटन क्षेत्र पायली हेतु Floating Jetty and Paddle Boat प्रदाय करने बाबद — [387, 1445, 789, 1465]
story-body-col1: मौसम में बदलाव के साथ राजधानी में वायरल के साथ सर्दी-जुकाम, खांसी और बुखार के मामले तेजी से बढ़े हैं। जयप्रकाश जिला अस्पताल की बाल ओपीडी में रोजाना करीब 175 से 200 बच्चे पहुंच रहे हैं। इनमें लंबे समय से बुखार, लगातार खांसी और सांस लेने में परेशानी वाले बच्चे भी शामिल हैं। डॉक्टरों के मुताबिक रोजाना 15 से 20 बच्चों में निमोनिया के लक्षण मिल — [14, 1066, 206, 1233]
story-teacher-eligibility — [791, 192, 1063, 911]
cell-tender-no: 2026_RES_532665_1 — [439, 1796, 564, 1937]
tender-ref: जी- 18132/26 — [364, 1509, 421, 1520]
forest-tender-ad — [356, 1331, 955, 1527]
tender-office: कार्यालय वनमंडल अधिकारी, उत्तर सिवनी वनमंडल, सिवनी (म.प्र.) — [459, 1339, 852, 1358]
sidebar-box — [1307, 528, 1523, 710]
sign-relation: पत्नी श्री विजयेंद्र सिंह — [1183, 1378, 1258, 1389]
story-headline: बच्चों पर वायरल का वार, रोज 175-200 बच्चे पहुंच रहे अस्पताल — [14, 981, 771, 1016]
page-number: 06 — [1492, 80, 1521, 104]
title-line2: लोकल — [724, 94, 809, 134]
issue-day: शनिवार — [45, 73, 78, 87]
sign-label: शपथकर्ता — [1204, 1351, 1237, 1362]
